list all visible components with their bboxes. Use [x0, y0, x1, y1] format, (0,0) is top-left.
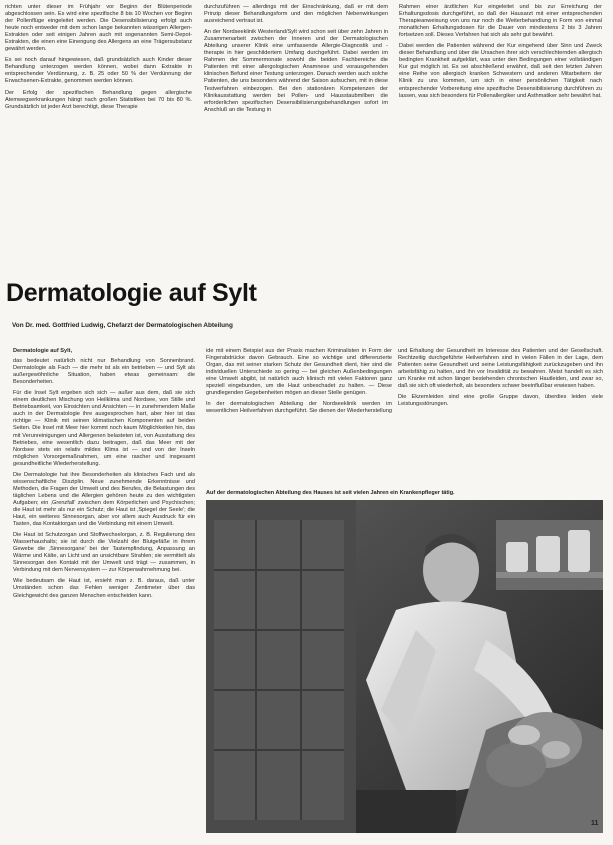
top-column-2 — [204, 4, 388, 246]
paragraph-lead: Dermatologie auf Sylt, — [13, 348, 73, 354]
paragraph: und Erhaltung der Gesundheit im Interesse des Patienten und der Gesellschaft. Rechtzeitig durchgeführte Heilverfahren sind in vielen Fällen in der Lage, dem Patienten seine Gesundheit und seine Leistungsfähigkeit zurückzugeben und ihn arbeitsfähig zu halten, und ihn vor Invalidität zu bewahren. Meist handelt es sich um Kranke mit schon länger bestehenden chronischen Hautleiden, und zwar so, daß sie sich oft wiederholt, als besonders schwer beeinflußbar erwiesen haben. — [398, 348, 603, 390]
top-column-3 — [399, 4, 602, 246]
paragraph: Dabei werden die Patienten während der Kur eingehend über Sinn und Zweck dieser Behandlung und über die Ursachen ihrer sich verschlechternden allergisch bedingten Krankheit aufgeklärt, was unter den Bedingungen einer vollständigen Kur gut möglich ist. Es sei abschließend erwähnt, daß seit den letzten Jahren eine Reihe von allergisch kranken Schwestern und anderen Mitarbeitern der Klinik zu uns kommen, um sich in einer persönlichen Tätigkeit nach entsprechender Vorbereitung eine spezifische Desensibilisierung durchführen zu lassen, was sich besonders für Pollenallergiker und Asthmatiker sehr bewährt hat. — [399, 43, 602, 99]
paragraph: durchzuführen — allerdings mit der Einschränkung, daß er mit dem Prinzip dieser Behandlungsform und den möglichen Nebenwirkungen ausreichend vertraut ist. — [204, 4, 388, 25]
body-column-1 — [13, 348, 195, 838]
paragraph: Die Haut ist Schutzorgan und Stoffwechselorgan, z. B. Regulierung des Wasserhaushalts; sie ist durch die Vielzahl der Blutgefäße in ihrem Gewebe die ‚Sinnesorgane' bei der Tastempfindung, Anpassung an Wärme und Kälte, an Licht und an unsichtbare Strahlen; sie vermittelt als Sinnesorgan den Kontakt mit der Umwelt und trägt — zusammen, in Verbindung mit dem Nervensystem — zur Körperwahrnehmung bei. — [13, 532, 195, 574]
paragraph: Es sei noch darauf hingewiesen, daß grundsätzlich auch Kinder dieser Behandlung unterzogen werden können, wobei dann Extrakte in entsprechender Verdünnung, z. B. 25 oder 50 % der Verdünnung der Erwachsenen-Extrakte, genommen werden können. — [5, 57, 192, 85]
paragraph: Die Dermatologie hat ihre Besonderheiten als klinisches Fach und als wissenschaftliche Disziplin. Neue zunehmende Erkenntnisse und Methoden, die Fragen der Umwelt und des Berufes, die Belastungen des täglichen Lebens und die Allergien gehören heute zu den wichtigsten Aufgaben; ein ‚Grenzfall' zwischen dem Körperlichen und Psychischen; die Haut ist mehr als nur ein Schutz; die Haut ist ‚Spiegel der Seele'; die Haut, ein weiteres Sinnesorgan, aber vor allem auch Ausdruck für ein Tasten, das Kontaktorgan und die Verbindung mit einem Umwelt. — [13, 471, 195, 528]
photo-illustration — [206, 500, 603, 833]
body-column-3 — [398, 348, 603, 486]
paragraph: ide mit einem Beispiel aus der Praxis machen Kriminalisten in Form der Fingerabdrücke davon Gebrauch. Eine so wichtige und differenzierte Organ, das mit seiner starken Schutz der Gesundheit dient, hier sind die individuellen Unterschiede so gering — bei gleichen Außenbedingungen eine Umwelt abgibt, ist natürlich auch klinisch mit vielen Faktoren ganz speziell eingebunden, um die Haut unbeschadet zu halten. — Diese grundlegenden Gegebenheiten mögen an dieser Stelle genügen. — [206, 348, 392, 397]
page-number: 11 — [591, 820, 599, 827]
paragraph: Rahmen einer ärztlichen Kur eingeleitet und bis zur Erreichung der Erhaltungsdosis durchgeführt, so daß der Hausarzt mit einer entsprechenden Therapieanweisung von uns nur noch die Weiterbehandlung in Form von einmal monatlichen Erhaltungsdosen für die Dauer von mindestens 2 bis 3 Jahren fortsetzen soll. Dieses Verfahren hat sich als sehr gut bewährt. — [399, 4, 602, 39]
paragraph: Der Erfolg der spezifischen Behandlung gegen allergische Atemwegserkrankungen hängt nach großen Statistiken bei 70 bis 80 %. Grundsätzlich ist jeder Arzt berechtigt, diese Therapie — [5, 89, 192, 110]
article-byline: Von Dr. med. Gottfried Ludwig, Chefarzt der Dermatologischen Abteilung — [12, 322, 233, 329]
paragraph: das bedeutet natürlich nicht nur Behandlung von Sonnenbrand. Dermatologie als Fach — die mehr ist als ein betrieben — und Sylt als außergewöhnliche Situation, haben etwas gemeinsam: die Besonderheiten. — [13, 358, 195, 386]
paragraph: In der dermatologischen Abteilung der Nordseeklinik werden im wesentlichen Heilverfahren durchgeführt. Sie dienen der Wiederherstellung — [206, 401, 392, 415]
photo-caption: Auf der dermatologischen Abteilung des Hauses ist seit vielen Jahren ein Krankenpfleger tätig. — [206, 490, 455, 496]
paragraph: An der Nordseeklinik Westerland/Sylt wird schon seit über zehn Jahren in Zusammenarbeit zwischen der Inneren und der Dermatologischen Abteilung unserer Klinik eine umfassende Allergie-Diagnostik und -therapie in hier geschildertem Umfang durchgeführt. Dabei werden im Rahmen der Sommermonate sowohl die beiden Fachbereiche die Patienten mit einer allergologischen Anamnese und vorausgehenden klinischen Befund einer Testung unterzogen. Danach werden auch solche Patienten, die uns besonders während der Saison aufsuchen, mit in diese Testverfahren einbezogen. Bei den stationären Kompetenzen der Klinikausstattung werden bei Pollen- und Hausstaubmilben die erforderlichen spezifischen Desensibilisierungsbehandlungen sofort im Anschluß an die Testung in — [204, 29, 388, 113]
paragraph: richten unter dieser im Frühjahr vor Beginn der Blütenperiode abgeschlossen sein. Es wird eine spezifische 8 bis 10 Wochen vor Beginn der Pollenflüge eingeleitet werden. Die Desensibilisierung erfolgt auch heute noch entweder mit dem schon lange bekannten wässrigen Allergen-Extrakten oder seit einigen Jahren auch mit sogenannten Semi-Depot-Extrakten, die einen eine Einengung des Allergens an eine Trägersubstanz gewährt werden. — [5, 4, 192, 53]
article-title: Dermatologie auf Sylt — [6, 279, 257, 307]
paragraph: Für die Insel Sylt ergeben sich sich — außer aus dem, daß sie sich einem deutlichen Mischung von Heilklima und Nordsee, von Stille und Betriebsamkeit, von Einsichten und Ansichten — in zunehmendem Maße auch in der Dermatologie ihre ausgesprochen hart, aber hier ist das richtige — Klinik mit seinen klimatischen Komponenten auf beiden Seiten. Die Insel mit Meer hier kommt noch kaum Möglichkeiten hin, das mit Verunreinigungen und Allergenen belasteten ist, von Ausstattung des Betriebes, eine wesentlich dazu beitragen, daß das Meer mit der Nordsee stets ein relativ mildes Klima ist — und von der Inseln möglichen Vorsorgemaßnahmen, um eine rascher und insgesamt gesundheitliche Wiederherstellung. — [13, 390, 195, 467]
top-column-1 — [5, 4, 192, 246]
body-column-2 — [206, 348, 392, 486]
paragraph: Die Ekzemleiden sind eine große Gruppe davon, überdies leiden viele Leistungsstörungen. — [398, 394, 603, 408]
paragraph: Wie bedeutsam die Haut ist, ersieht man z. B. daraus, daß unter Umständen schon das Fehlen weniger Zentimeter über das Gleichgewicht des ganzen Menschen entscheiden kann. — [13, 578, 195, 599]
photo-nurse-treating-patient — [206, 500, 603, 833]
